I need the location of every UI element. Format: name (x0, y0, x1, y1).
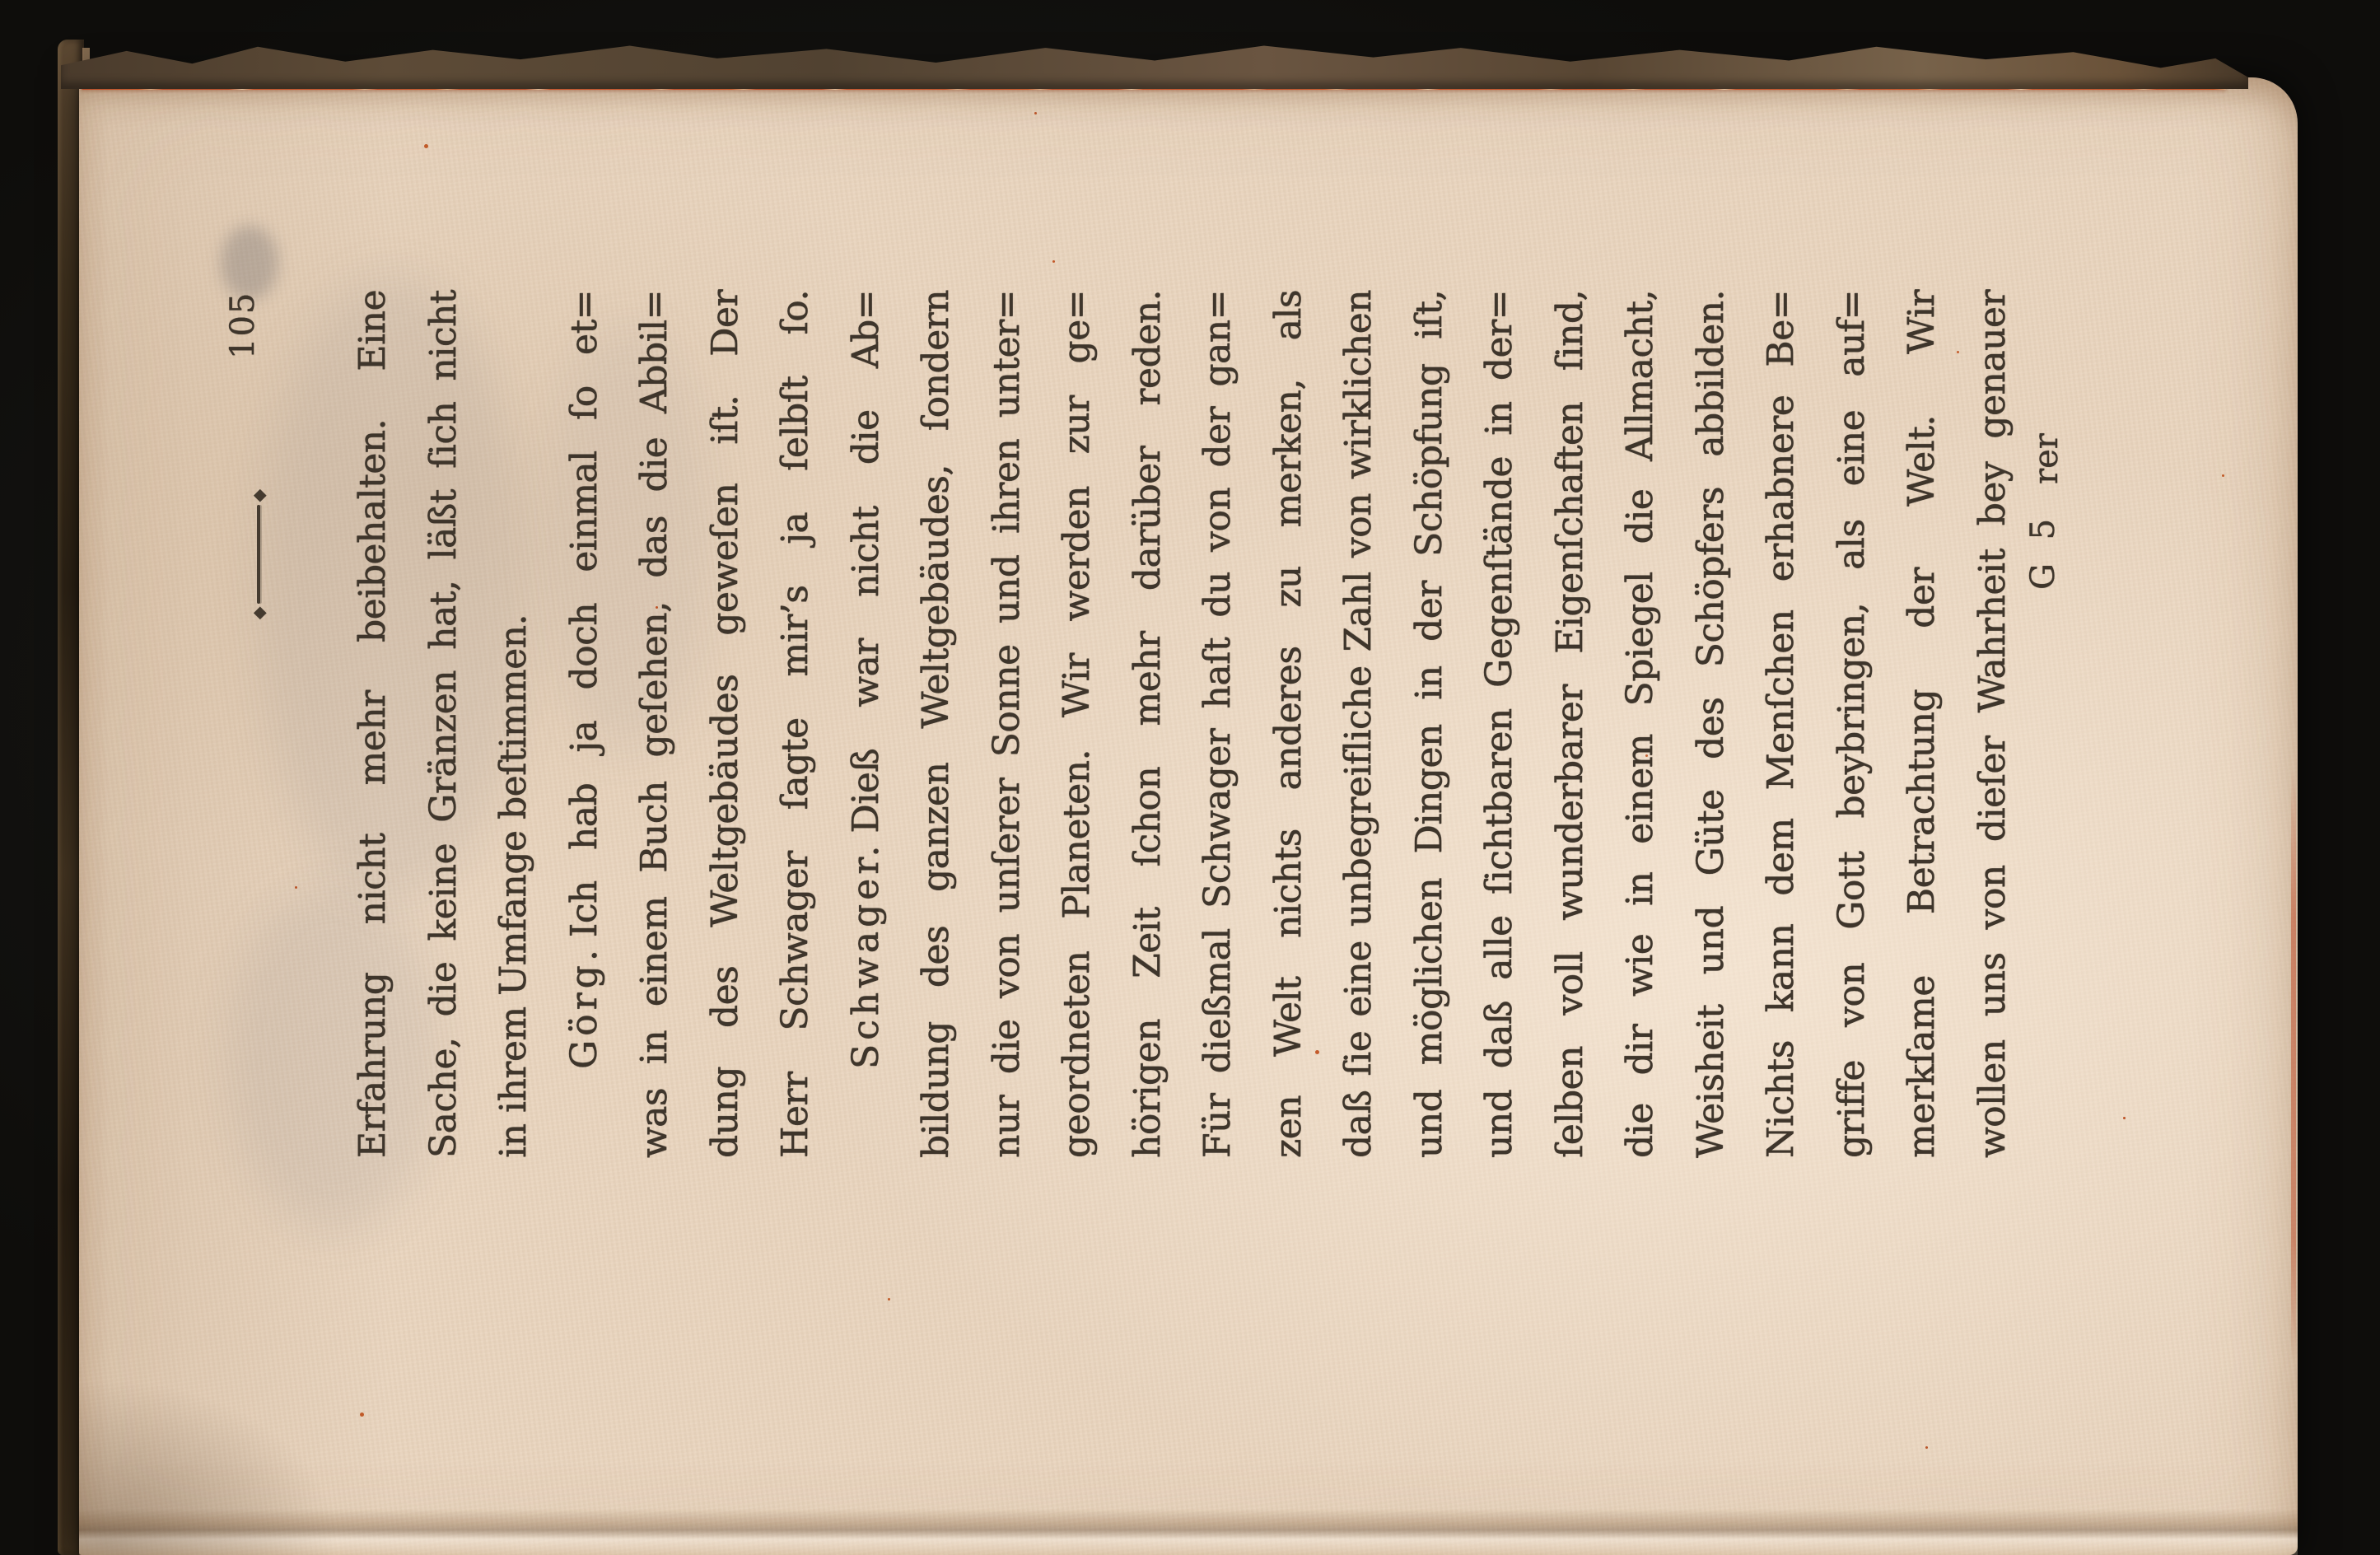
text-line: und möglichen Dingen in der Schöpfung iſt, (1407, 290, 1450, 1158)
ornament-rule (257, 505, 260, 603)
text-line: Sache, die keine Gränzen hat, läßt ſich nicht (422, 290, 464, 1158)
text-line: bildung des ganzen Weltgebäudes, ſondern (915, 290, 957, 1158)
text-line: Für dießmal Schwager haſt du von der gan= (1197, 290, 1239, 1158)
text-line: und daß alle ſichtbaren Gegenſtände in der= (1478, 290, 1520, 1158)
text-line: merkſame Betrachtung der Welt. Wir (1901, 290, 1943, 1158)
text-line: Görg.Ich hab ja doch einmal ſo et= (562, 290, 605, 1069)
text-line: griffe von Gott beybringen, als eine auf= (1830, 290, 1873, 1158)
text-line: was in einem Buch geſehen, das die Abbil= (633, 290, 675, 1158)
speaker-name: Görg. (562, 946, 605, 1069)
text-line: geordneten Planeten. Wir werden zur ge= (1056, 290, 1098, 1158)
header-ornament (242, 489, 275, 619)
text-line: Schwager.Dieß war nicht die Ab= (844, 290, 887, 1069)
ornament-finial-icon: ◆ (249, 606, 268, 619)
tattered-page-edges (61, 36, 2248, 89)
text-line: in ihrem Umfange beſtimmen. (492, 614, 534, 1158)
book-page (79, 77, 2298, 1555)
text-line: daß ſie eine unbegreifliche Zahl von wirklichen (1337, 290, 1379, 1158)
catchword: rer (2028, 433, 2065, 484)
text-line: ſelben voll wunderbarer Eigenſchaften ſind, (1548, 290, 1591, 1158)
text-line: Herr Schwager ſagte mir’s ja ſelbſt ſo. (774, 290, 816, 1158)
text-line: dung des Weltgebäudes geweſen iſt. Der (703, 290, 746, 1158)
text-line: Nichts kann dem Menſchen erhabnere Be= (1760, 290, 1802, 1158)
text-line: wollen uns von dieſer Wahrheit bey genauer (1971, 290, 2014, 1158)
corner-shadow (79, 1291, 425, 1555)
signature-mark: G 5 (2024, 511, 2062, 590)
text-line: hörigen Zeit ſchon mehr darüber reden. (1126, 290, 1169, 1158)
speaker-name: Schwager. (844, 841, 887, 1069)
text-line: Weisheit und Güte des Schöpfers abbilden. (1689, 290, 1732, 1158)
text-line: die dir wie in einem Spiegel die Allmacht, (1619, 290, 1661, 1158)
text-block (338, 290, 2028, 1158)
text-line: Erfahrung nicht mehr beibehalten. Eine (352, 290, 394, 1158)
text-line: zen Welt nichts anderes zu merken, als (1267, 290, 1309, 1158)
page-number: 105 (224, 291, 262, 359)
red-stained-fore-edge (2291, 769, 2296, 1362)
text-line: nur die von unſerer Sonne und ihren unter= (985, 290, 1028, 1158)
ornament-finial-icon: ◆ (249, 489, 268, 502)
